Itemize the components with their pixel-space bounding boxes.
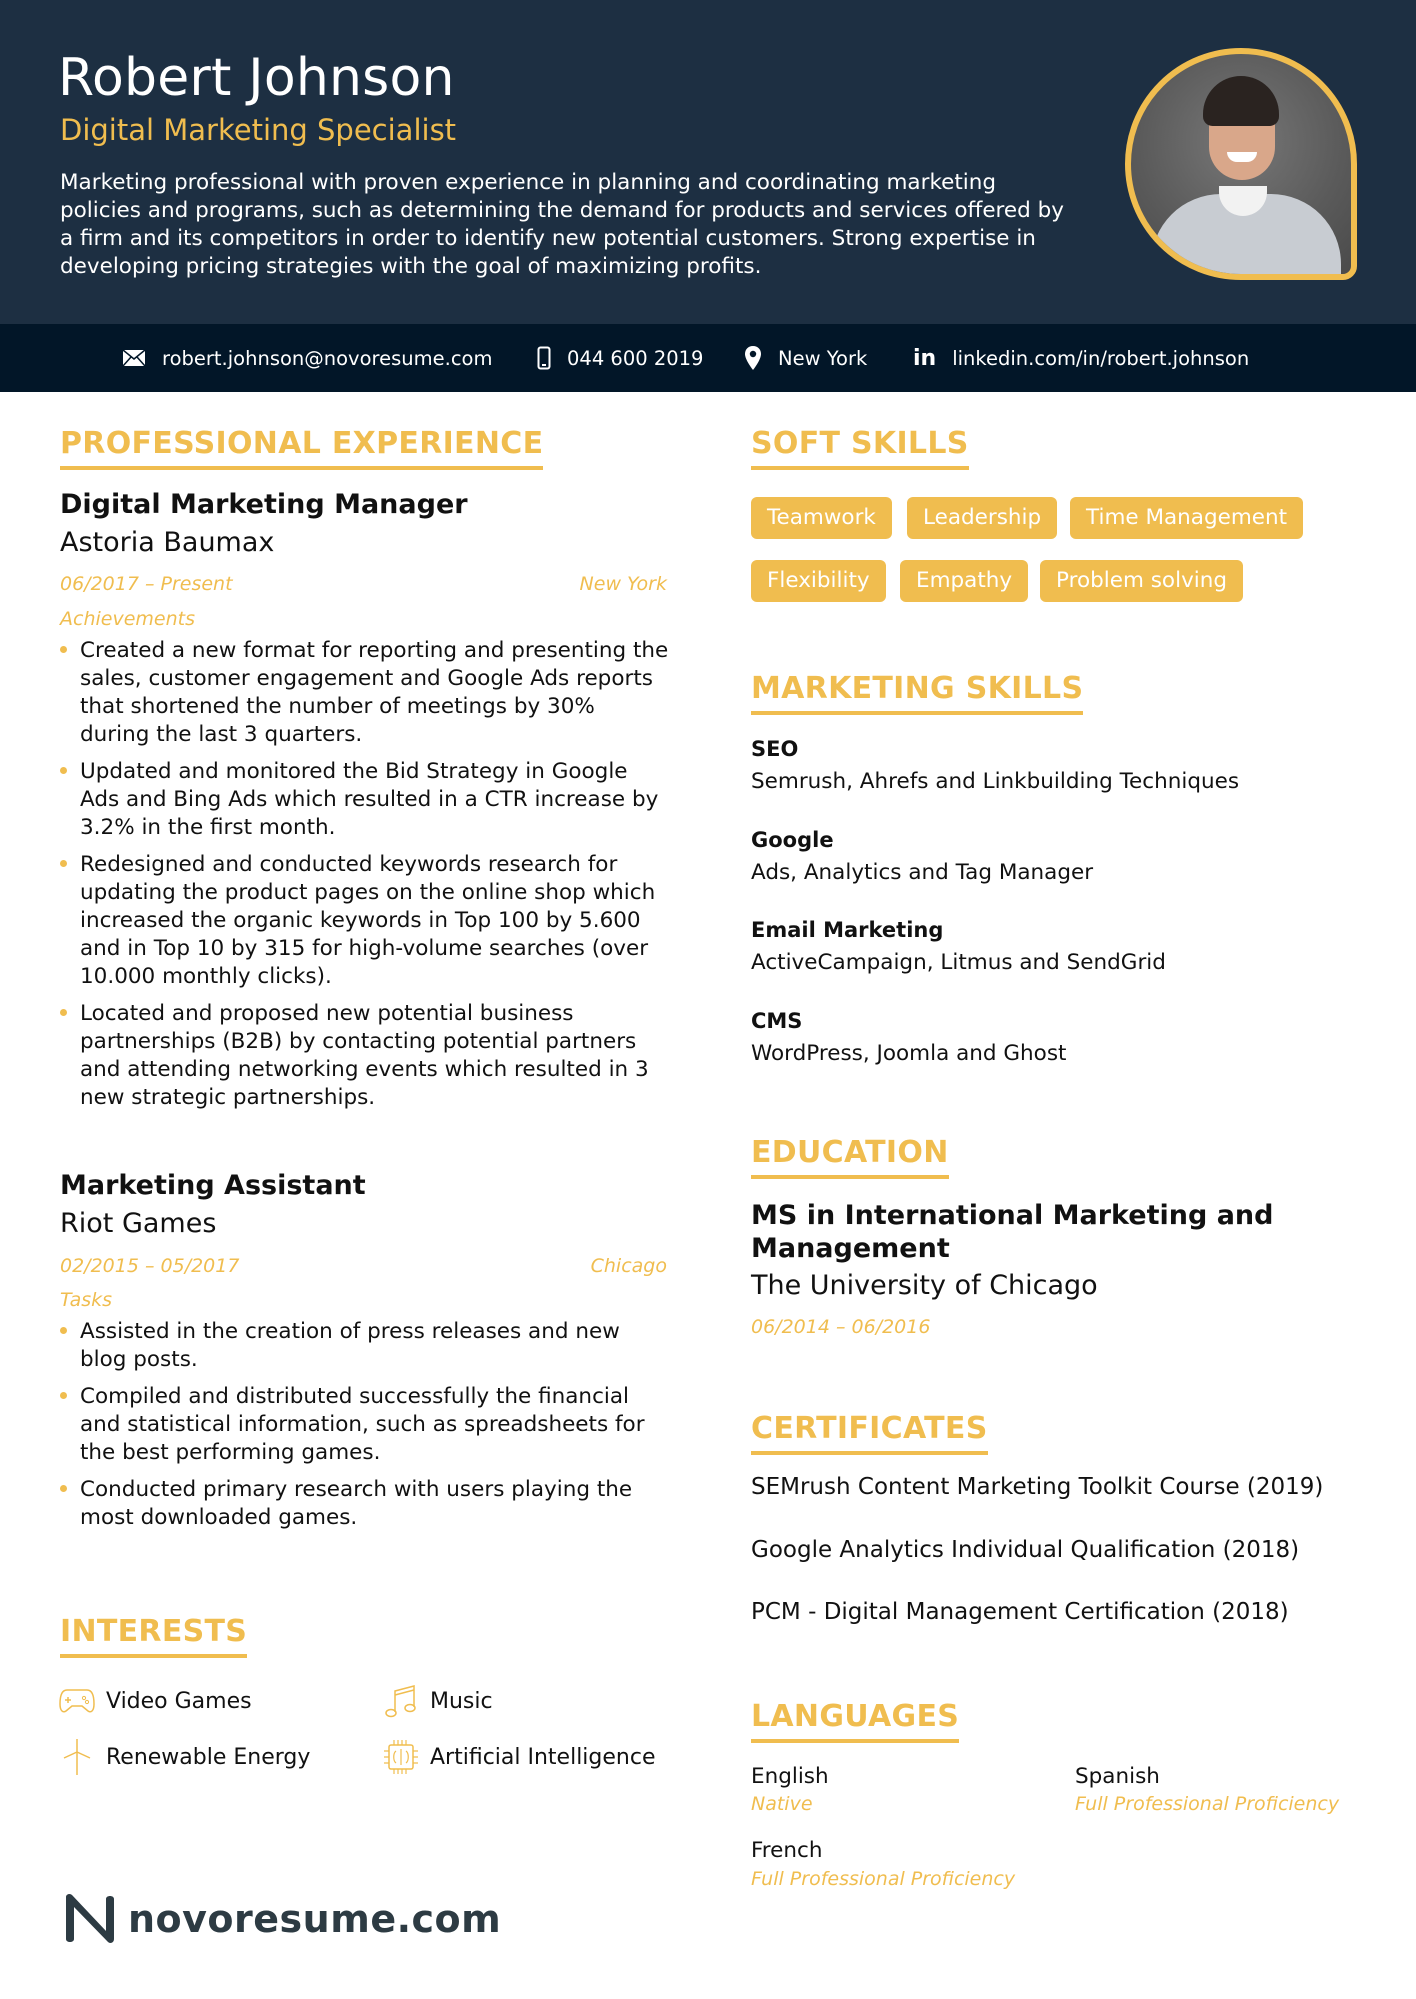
skill-name: Google <box>751 828 834 852</box>
skill-tag: Empathy <box>900 560 1028 602</box>
skill-desc: Semrush, Ahrefs and Linkbuilding Techniques <box>751 769 1240 794</box>
phone-icon <box>537 346 551 370</box>
job-dates: 02/2015 – 05/2017 <box>60 1255 240 1277</box>
novoresume-n-icon <box>62 1893 118 1945</box>
language-name: French <box>751 1838 823 1863</box>
email-value: robert.johnson@novoresume.com <box>162 346 493 370</box>
novoresume-logo <box>62 1893 501 1945</box>
envelope-icon <box>122 349 146 367</box>
skill-tag: Leadership <box>907 497 1057 539</box>
education-dates: 06/2014 – 06/2016 <box>751 1316 931 1338</box>
certificate-item: SEMrush Content Marketing Toolkit Course (2019) <box>751 1474 1324 1500</box>
wind-turbine-icon <box>58 1738 96 1776</box>
gamepad-icon <box>58 1682 96 1720</box>
photo-hair <box>1203 76 1279 126</box>
job-location: Chicago <box>590 1255 667 1277</box>
job-dates: 06/2017 – Present <box>60 573 233 595</box>
skill-tag: Teamwork <box>751 497 892 539</box>
linkedin-icon: in <box>913 345 937 371</box>
ai-chip-icon <box>382 1738 420 1776</box>
interest-label: Music <box>430 1688 493 1714</box>
brand-name: novoresume.com <box>128 1897 502 1941</box>
profile-photo <box>1125 48 1357 280</box>
skill-tag: Time Management <box>1070 497 1303 539</box>
skill-tag: Flexibility <box>751 560 886 602</box>
summary-text: Marketing professional with proven experience in planning and coordinating marketing policies and programs, such as determining the demand for products and services offered by a firm and its competitors in order to identify new potential customers. Strong expertise in developing pricing strategies with the goal of maximizing profits. <box>60 170 1064 279</box>
skill-name: SEO <box>751 737 799 761</box>
interest-item <box>58 1738 310 1776</box>
linkedin-value: linkedin.com/in/robert.johnson <box>952 346 1250 370</box>
skill-tag: Problem solving <box>1040 560 1243 602</box>
language-level: Full Professional Proficiency <box>751 1868 1016 1890</box>
certificate-item: PCM - Digital Management Certification (2018) <box>751 1599 1289 1625</box>
bullet-item: Redesigned and conducted keywords research for updating the product pages on the online shop which increased the organic keywords in Top 100 by 5.600 and in Top 10 by 315 for high-volume searches (over 10.000 monthly clicks). <box>60 851 670 991</box>
contact-email[interactable] <box>122 324 492 392</box>
candidate-name: Robert Johnson <box>58 48 455 108</box>
language-name: Spanish <box>1075 1764 1160 1789</box>
certificates-heading: CERTIFICATES <box>751 1411 988 1455</box>
languages-heading: LANGUAGES <box>751 1699 959 1743</box>
interest-label: Artificial Intelligence <box>430 1744 656 1770</box>
map-pin-icon <box>744 345 762 371</box>
marketing-skills-heading: MARKETING SKILLS <box>751 671 1083 715</box>
certificate-item: Google Analytics Individual Qualification (2018) <box>751 1537 1300 1563</box>
interest-item <box>382 1738 656 1776</box>
bullet-item: Conducted primary research with users playing the most downloaded games. <box>60 1476 670 1532</box>
skill-desc: Ads, Analytics and Tag Manager <box>751 860 1094 885</box>
bullet-item: Located and proposed new potential business partnerships (B2B) by contacting potential partners and attending networking events which resulted in 3 new strategic partnerships. <box>60 1000 670 1112</box>
interest-label: Renewable Energy <box>106 1744 311 1770</box>
contact-bar <box>0 324 1416 392</box>
phone-value: 044 600 2019 <box>567 346 704 370</box>
contact-location <box>744 324 867 392</box>
candidate-title: Digital Marketing Specialist <box>60 113 457 147</box>
music-note-icon <box>382 1682 420 1720</box>
education-heading: EDUCATION <box>751 1135 949 1179</box>
interest-item <box>382 1682 493 1720</box>
education-school: The University of Chicago <box>751 1270 1098 1301</box>
job-bullets <box>60 637 670 1121</box>
job-title: Marketing Assistant <box>60 1170 366 1201</box>
skill-name: Email Marketing <box>751 918 944 942</box>
job-title: Digital Marketing Manager <box>60 489 468 520</box>
job-company: Riot Games <box>60 1208 217 1239</box>
education-degree: MS in International Marketing and Management <box>751 1200 1274 1264</box>
job-company: Astoria Baumax <box>60 527 275 558</box>
contact-linkedin[interactable] <box>913 324 1249 392</box>
bullet-item: Compiled and distributed successfully the financial and statistical information, such as spreadsheets for the best performing games. <box>60 1383 670 1467</box>
soft-skills-heading: SOFT SKILLS <box>751 426 969 470</box>
skill-desc: ActiveCampaign, Litmus and SendGrid <box>751 950 1166 975</box>
language-name: English <box>751 1764 829 1789</box>
language-level: Full Professional Proficiency <box>1075 1793 1340 1815</box>
job-location: New York <box>579 573 667 595</box>
skill-desc: WordPress, Joomla and Ghost <box>751 1041 1067 1066</box>
interests-heading: INTERESTS <box>60 1614 247 1658</box>
bullet-item: Assisted in the creation of press releases and new blog posts. <box>60 1318 670 1374</box>
bullet-item: Created a new format for reporting and presenting the sales, customer engagement and Google Ads reports that shortened the number of meetings by 30% during the last 3 quarters. <box>60 637 670 749</box>
job-bullets <box>60 1318 670 1541</box>
bullet-item: Updated and monitored the Bid Strategy in Google Ads and Bing Ads which resulted in a CTR increase by 3.2% in the first month. <box>60 758 670 842</box>
contact-phone[interactable] <box>537 324 703 392</box>
interest-item <box>58 1682 252 1720</box>
interest-label: Video Games <box>106 1688 252 1714</box>
language-level: Native <box>751 1793 813 1815</box>
job-label: Tasks <box>60 1289 113 1311</box>
experience-heading: PROFESSIONAL EXPERIENCE <box>60 426 543 470</box>
skill-name: CMS <box>751 1009 803 1033</box>
location-value: New York <box>778 346 868 370</box>
job-label: Achievements <box>60 608 195 630</box>
resume-header <box>0 0 1416 324</box>
